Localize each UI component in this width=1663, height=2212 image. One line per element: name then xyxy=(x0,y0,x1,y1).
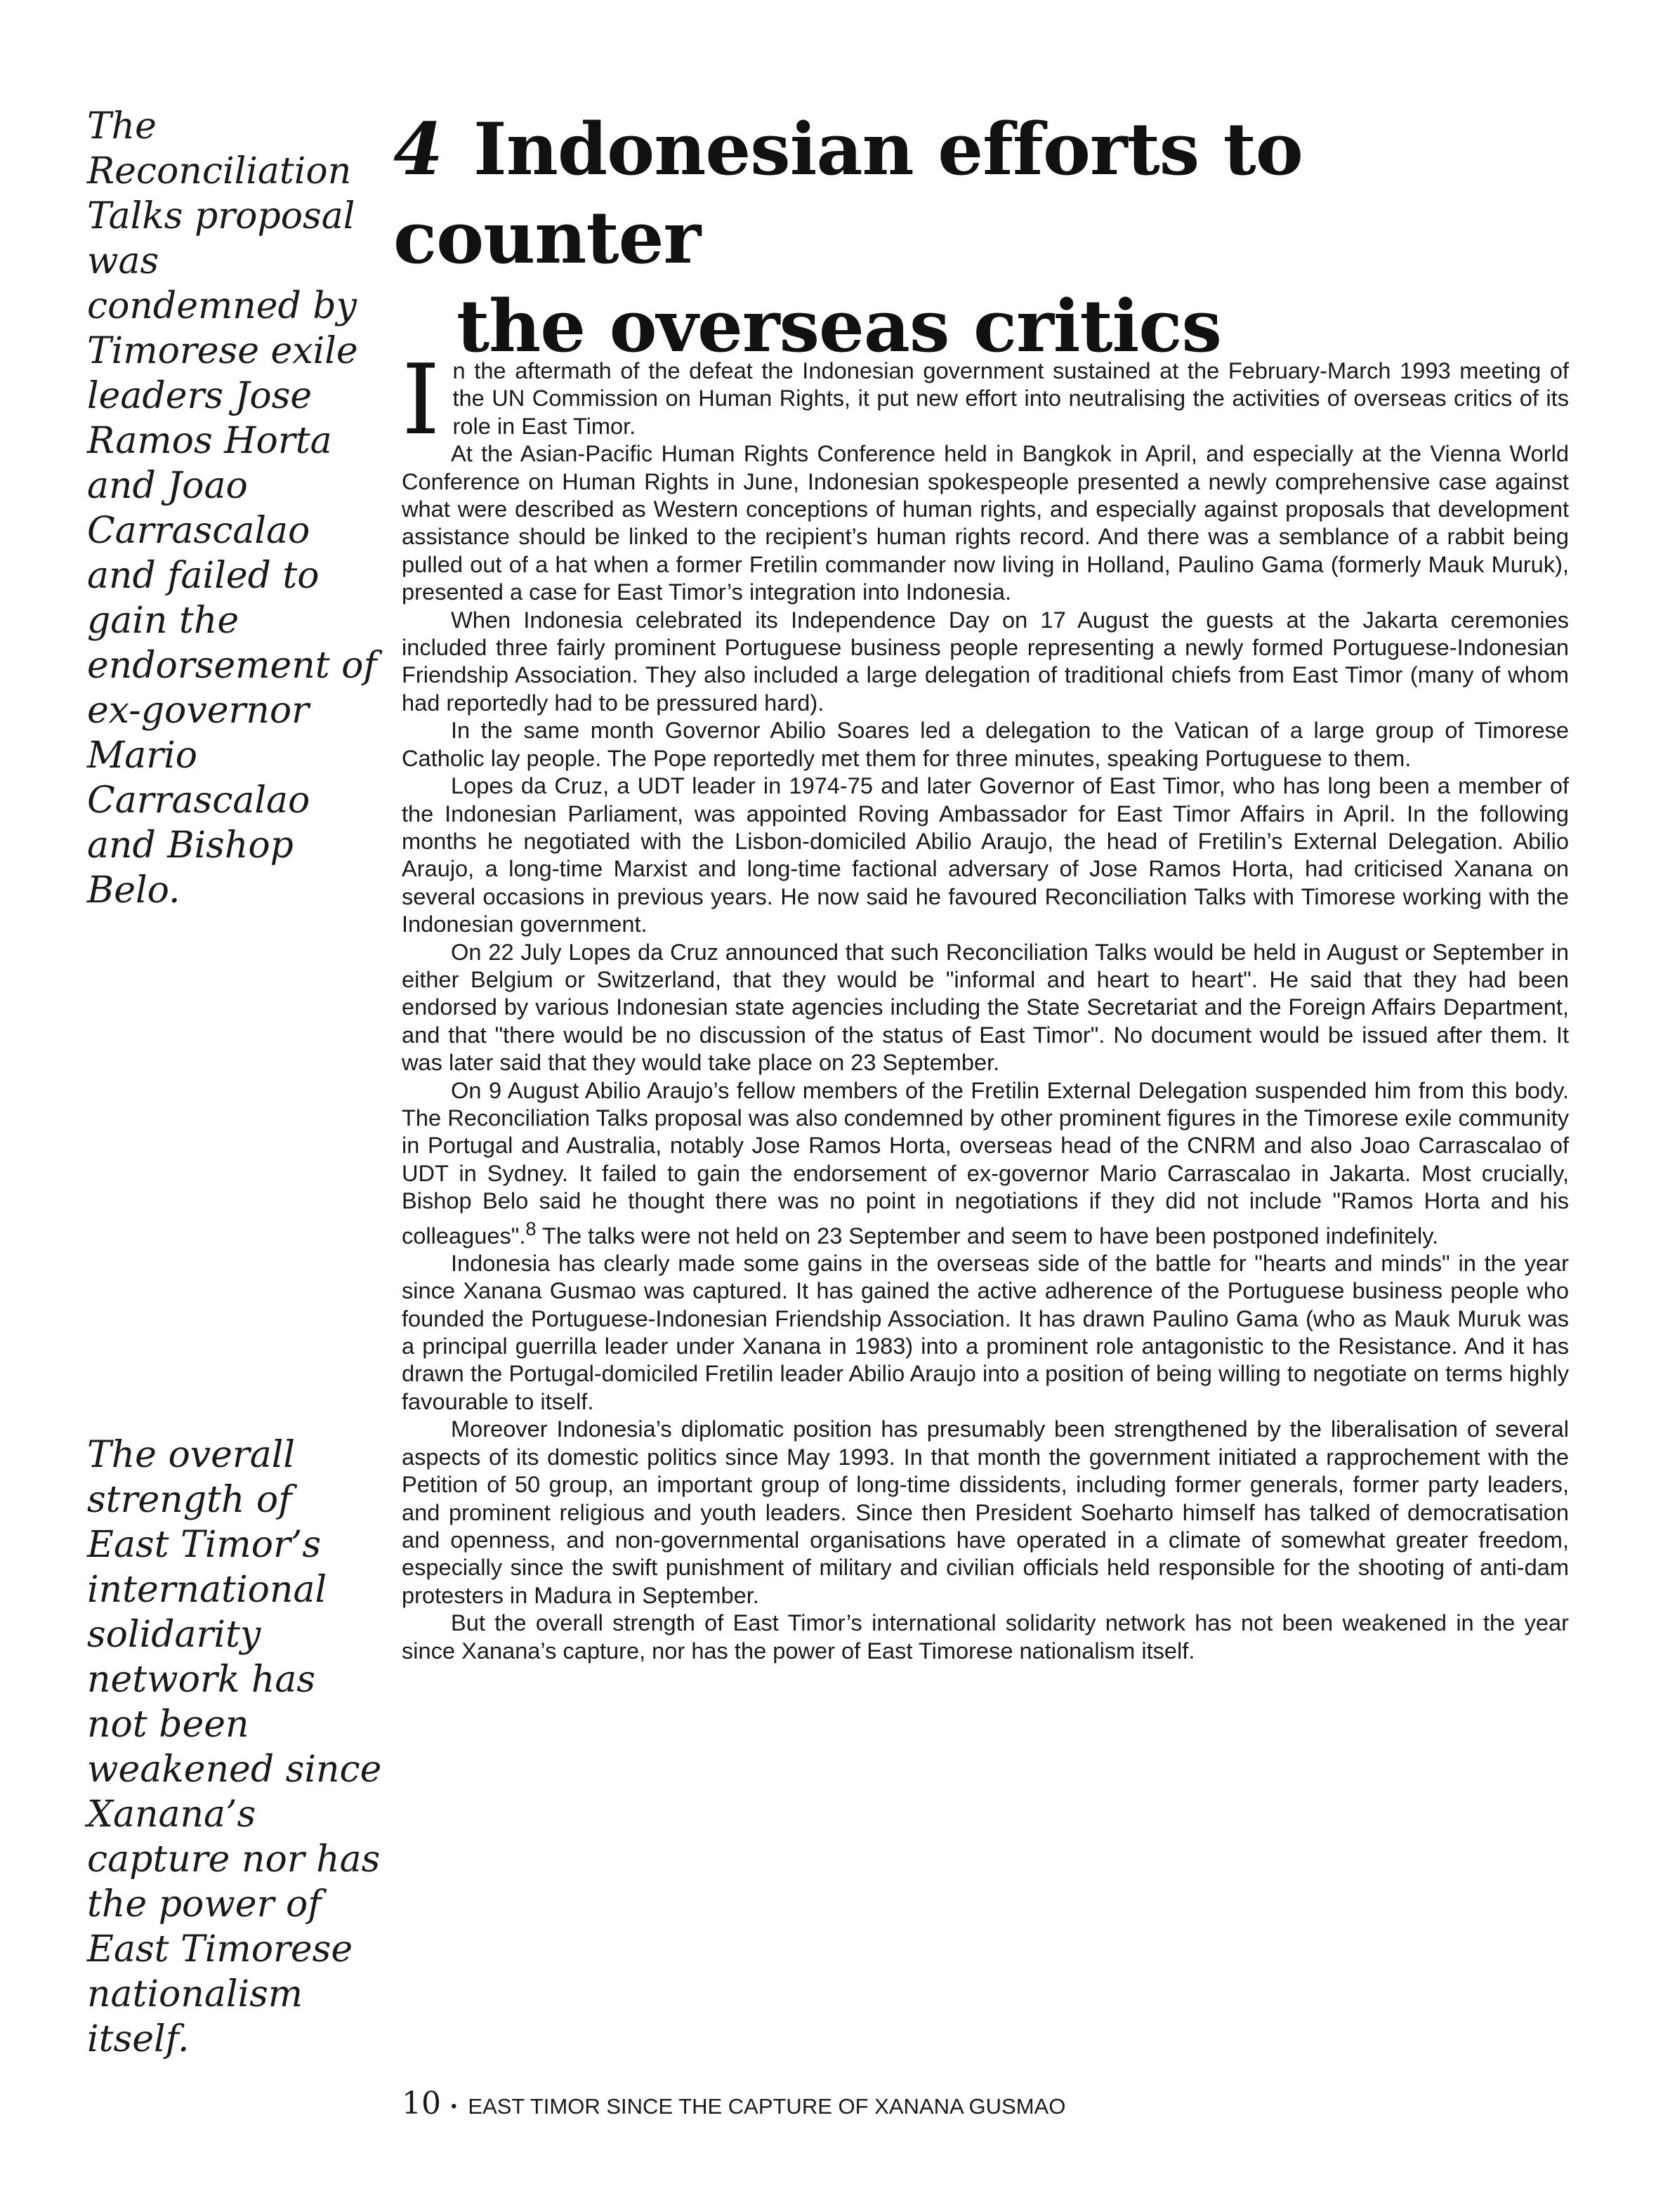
paragraph-4: In the same month Governor Abilio Soares led a delegation to the Vatican of a large group of Timorese Catholic lay people. The Pope reportedly met them for three minutes, speaking Portuguese to them. xyxy=(402,717,1569,771)
footnote-reference: 8 xyxy=(525,1217,537,1239)
paragraph-7-text-end: The talks were not held on 23 September and seem to have been postponed indefinitely. xyxy=(536,1222,1439,1249)
pull-quote-bottom: The overall strength of East Timor’s international solidarity network has not been weakened since Xanana’s capture nor has the power of East Timorese nationalism itself. xyxy=(87,1434,382,2060)
paragraph-3: When Indonesia celebrated its Independence Day on 17 August the guests at the Jakarta ceremonies included three fairly prominent Portuguese business people representing a newly formed Portuguese-Indonesian Friendship Association. They also included a large delegation of traditional chiefs from East Timor (many of whom had reportedly had to be pressured hard). xyxy=(402,606,1569,716)
publication-title: EAST TIMOR SINCE THE CAPTURE OF XANANA GUSMAO xyxy=(468,2094,1066,2119)
article-body xyxy=(402,343,1569,1664)
paragraph-7 xyxy=(402,1077,1569,1249)
page-footer xyxy=(402,2088,1455,2122)
paragraph-8: Indonesia has clearly made some gains in the overseas side of the battle for "hearts and minds" in the year since Xanana Gusmao was captured. It has gained the active adherence of the Portuguese business people who founded the Portuguese-Indonesian Friendship Association. It has drawn Paulino Gama (who as Mauk Muruk was a principal guerrilla leader under Xanana in 1983) into a prominent role antagonistic to the Resistance. And it has drawn the Portugal-domiciled Fretilin leader Abilio Araujo into a position of being willing to negotiate on terms highly favourable to itself. xyxy=(402,1249,1569,1414)
paragraph-5: Lopes da Cruz, a UDT leader in 1974-75 and later Governor of East Timor, who has long been a member of the Indonesian Parliament, was appointed Roving Ambassador for East Timor Affairs in April. In the following months he negotiated with the Lisbon-domiciled Abilio Araujo, the head of Fretilin’s External Delegation. Abilio Araujo, a long-time Marxist and long-time factional adversary of Jose Ramos Horta, had criticised Xanana on several occasions in previous years. He now said he favoured Reconciliation Talks with Timorese working with the Indonesian government. xyxy=(402,772,1569,937)
drop-cap: I xyxy=(402,343,440,456)
bullet-separator: • xyxy=(451,2097,457,2116)
paragraph-1-text: n the aftermath of the defeat the Indonesian government sustained at the February-March 1993 meeting of the UN Commission on Human Rights, it put new effort into neutralising the activities of overseas critics of its role in East Timor. xyxy=(452,357,1569,439)
paragraph-9: Moreover Indonesia’s diplomatic position has presumably been strengthened by the liberalisation of several aspects of its domestic politics since May 1993. In that month the government initiated a rapprochement with the Petition of 50 group, an important group of long-time dissidents, including former generals, former party leaders, and prominent religious and youth leaders. Since then President Soeharto himself has talked of democratisation and openness, and non-governmental organisations have operated in a climate of somewhat greater freedom, especially since the swift punishment of military and civilian officials held responsible for the shooting of anti-dam protesters in Madura in September. xyxy=(402,1416,1569,1608)
paragraph-1 xyxy=(402,343,1569,456)
paragraph-7-text: On 9 August Abilio Araujo’s fellow members of the Fretilin External Delegation suspended him from this body. The Reconciliation Talks proposal was also condemned by other prominent figures in the Timorese exile community in Portugal and Australia, notably Jose Ramos Horta, overseas head of the CNRM and also Joao Carrascalao of UDT in Sydney. It failed to gain the endorsement of ex-governor Mario Carrascalao in Jakarta. Most crucially, Bishop Belo said he thought there was no point in negotiations if they did not include "Ramos Horta and his colleagues". xyxy=(402,1077,1569,1249)
paragraph-6: On 22 July Lopes da Cruz announced that such Reconciliation Talks would be held in August or September in either Belgium or Switzerland, that they would be "informal and heart to heart". He said that they had been endorsed by various Indonesian state agencies including the State Secretariat and the Foreign Affairs Department, and that "there would be no discussion of the status of East Timor". No document would be issued after them. It was later said that they would take place on 23 September. xyxy=(402,938,1569,1076)
chapter-title-line2: the overseas critics xyxy=(456,284,1221,369)
paragraph-2: At the Asian-Pacific Human Rights Conference held in Bangkok in April, and especially at the Vienna World Conference on Human Rights in June, Indonesian spokespeople presented a newly comprehensive case against what were described as Western conceptions of human rights, and especially against proposals that development assistance should be linked to the recipient’s human rights record. And there was a semblance of a rabbit being pulled out of a hat when a former Fretilin commander now living in Holland, Paulino Gama (formerly Mauk Muruk), presented a case for East Timor’s integration into Indonesia. xyxy=(402,440,1569,605)
chapter-number: 4 xyxy=(393,107,442,192)
page-number: 10 xyxy=(402,2086,441,2121)
paragraph-10: But the overall strength of East Timor’s international solidarity network has not been weakened in the year since Xanana’s capture, nor has the power of East Timorese nationalism itself. xyxy=(402,1609,1569,1664)
pull-quote-top: The Reconciliation Talks proposal was condemned by Timorese exile leaders Jose Ramos Horta and Joao Carrascalao and failed to gain the endorsement of ex-governor Mario Carrascalao and Bishop Belo. xyxy=(87,105,377,911)
chapter-title-line1: Indonesian efforts to counter xyxy=(393,107,1303,280)
chapter-title xyxy=(393,105,1587,371)
